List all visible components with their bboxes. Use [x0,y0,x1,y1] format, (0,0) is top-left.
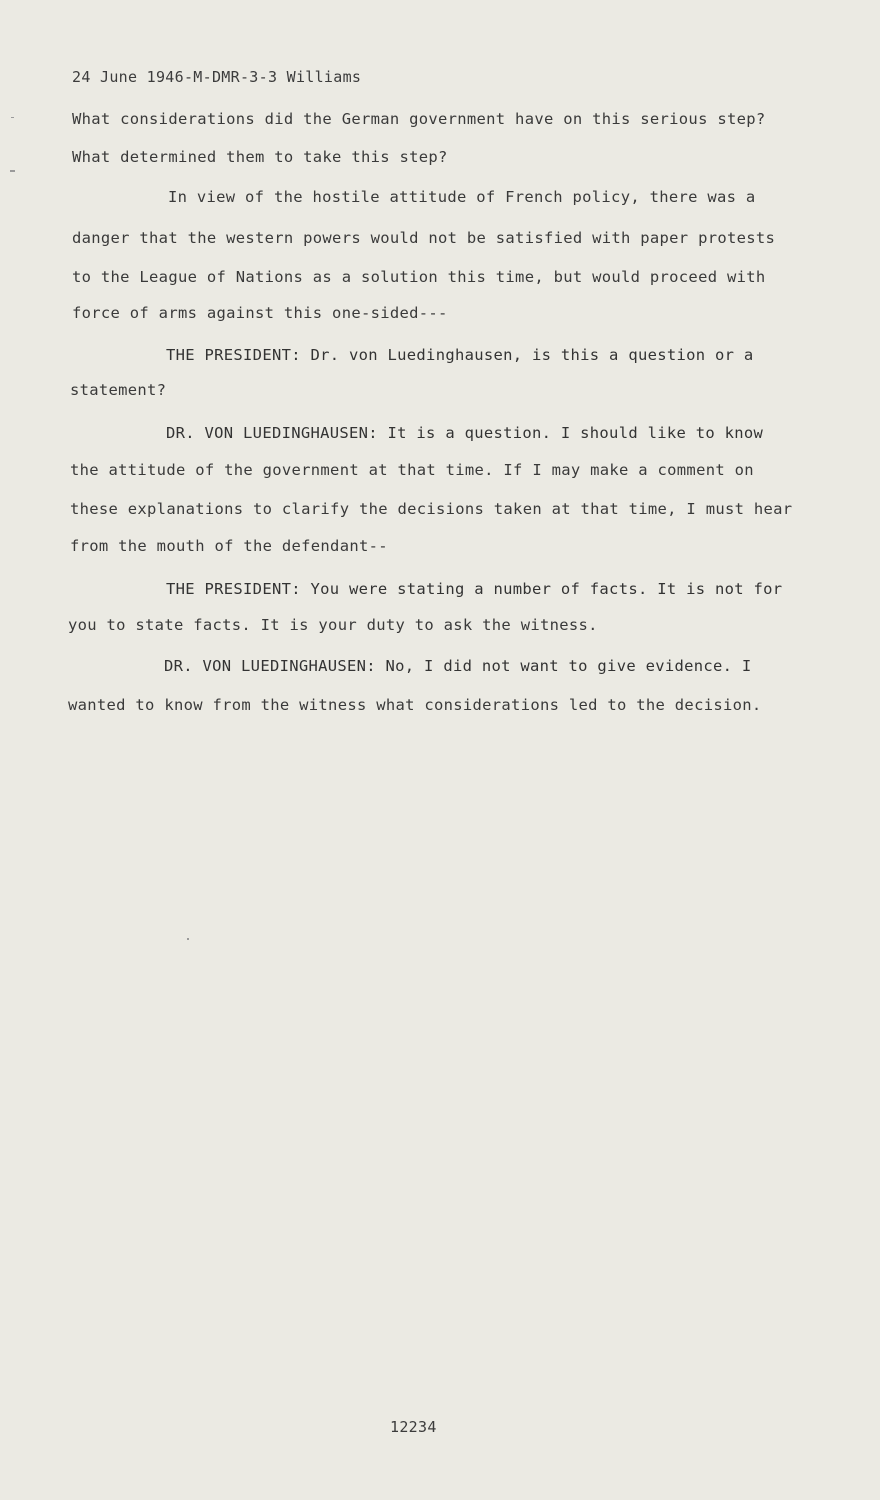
text-line-11: these explanations to clarify the decisions taken at that time, I must hear [70,500,793,518]
text-line-1: What considerations did the German government have on this serious step? [72,110,766,128]
text-line-2: What determined them to take this step? [72,148,448,166]
margin-mark [11,117,14,118]
text-line-4: danger that the western powers would not be satisfied with paper protests [72,229,776,247]
text-line-10: the attitude of the government at that time. If I may make a comment on [70,461,754,479]
text-line-13: THE PRESIDENT: You were stating a number of facts. It is not for [166,580,783,598]
text-line-3: In view of the hostile attitude of French policy, there was a [168,188,756,206]
text-line-12: from the mouth of the defendant-- [70,537,388,555]
text-line-14: you to state facts. It is your duty to ask the witness. [68,616,598,634]
text-line-5: to the League of Nations as a solution this time, but would proceed with [72,268,766,286]
page-number: 12234 [390,1418,437,1436]
text-line-9: DR. VON LUEDINGHAUSEN: It is a question. I should like to know [166,424,764,442]
stray-dot [187,938,189,940]
text-line-16: wanted to know from the witness what considerations led to the decision. [68,696,762,714]
document-header: 24 June 1946-M-DMR-3-3 Williams [72,68,362,86]
margin-mark [10,170,15,172]
text-line-6: force of arms against this one-sided--- [72,304,448,322]
text-line-8: statement? [70,381,167,399]
text-line-15: DR. VON LUEDINGHAUSEN: No, I did not want to give evidence. I [164,657,752,675]
text-line-7: THE PRESIDENT: Dr. von Luedinghausen, is this a question or a [166,346,754,364]
